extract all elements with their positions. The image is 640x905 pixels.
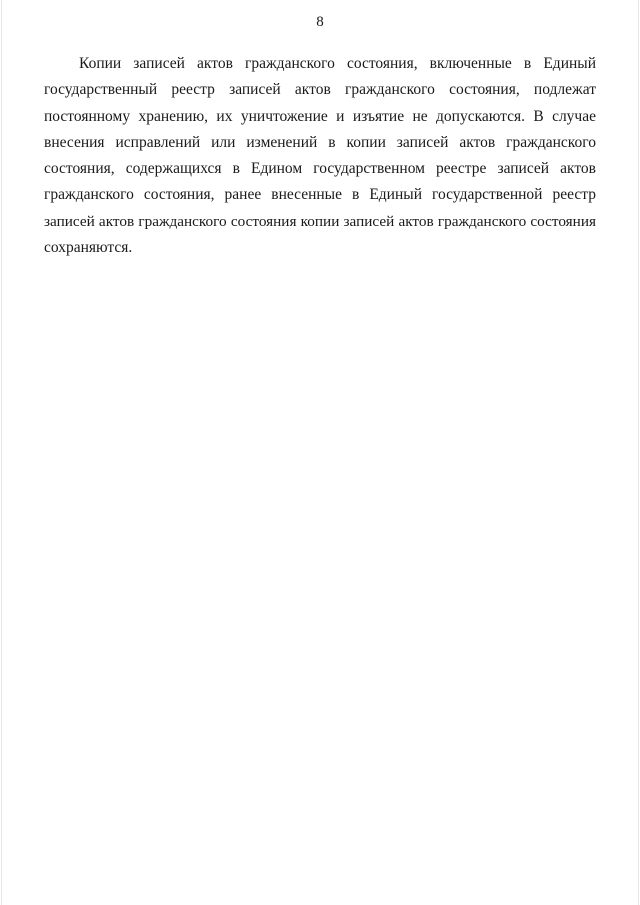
paragraph-line: сохраняются. (44, 239, 133, 257)
scan-edge-left (1, 0, 2, 905)
page-number: 8 (316, 14, 324, 30)
scan-edge-right (638, 0, 639, 905)
paragraph-line: гражданского состояния, ранее внесенные в Единый государственной реестр (44, 186, 596, 204)
paragraph-line: состояния, содержащихся в Едином государственном реестре записей актов (44, 160, 596, 178)
paragraph-line: внесения исправлений или изменений в копии записей актов гражданского (44, 133, 596, 151)
paragraph-line: записей актов гражданского состояния копии записей актов гражданского состояния (44, 212, 596, 230)
paragraph-line: постоянному хранению, их уничтожение и изъятие не допускаются. В случае (44, 107, 596, 125)
body-paragraph (44, 51, 596, 261)
paragraph-line: государственный реестр записей актов гражданского состояния, подлежат (44, 81, 596, 99)
paragraph-line: Копии записей актов гражданского состояния, включенные в Единый (79, 55, 596, 72)
